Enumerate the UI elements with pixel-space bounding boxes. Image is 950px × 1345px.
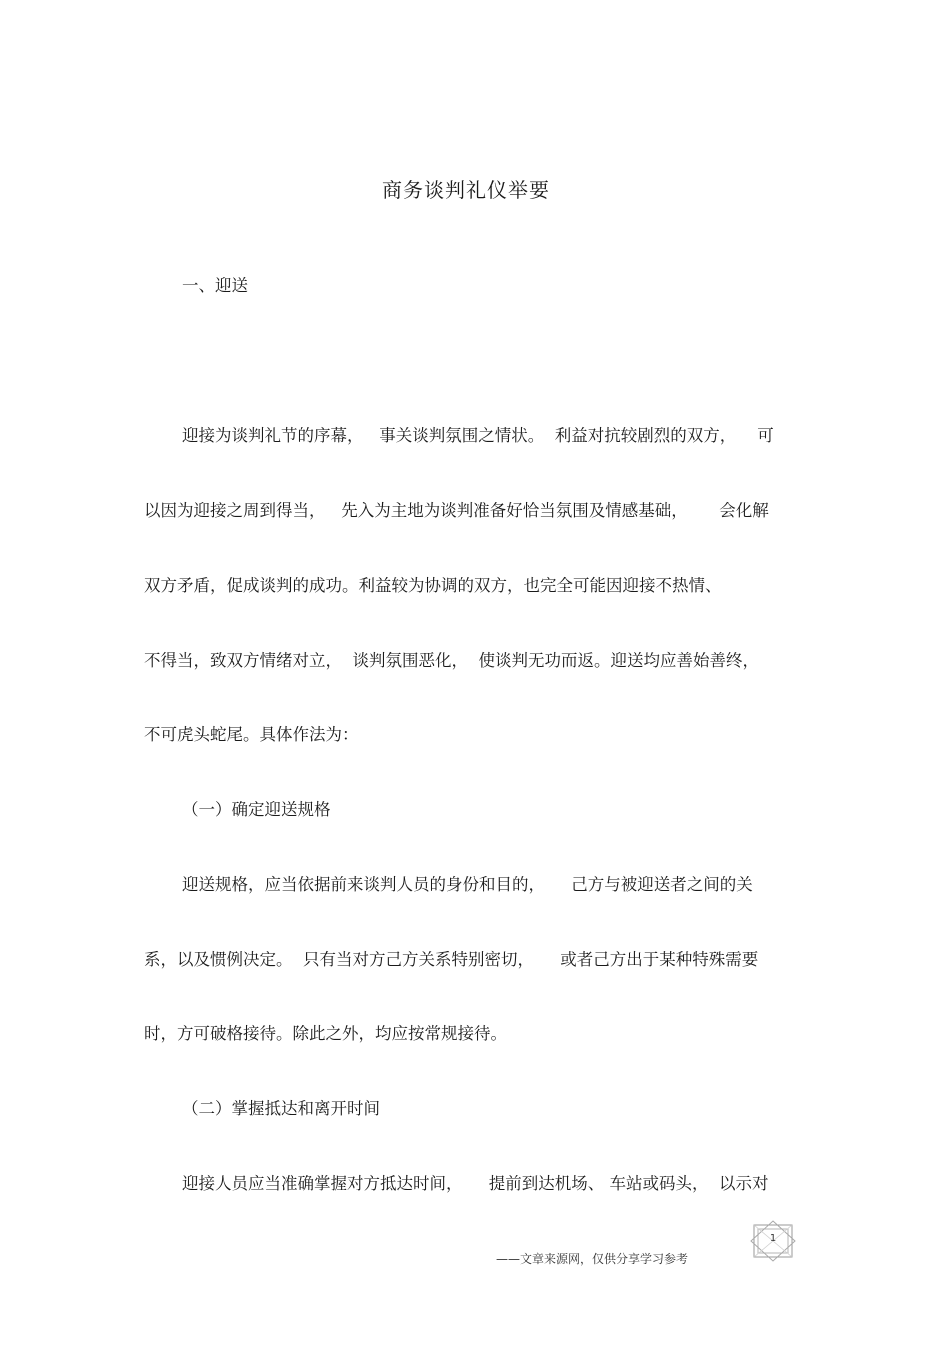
paragraph-line: 系，以及惯例决定。 只有当对方己方关系特别密切， 或者己方出于某种特殊需要	[144, 950, 759, 969]
paragraph-line: 迎接为谈判礼节的序幕， 事关谈判氛围之情状。 利益对抗较剧烈的双方， 可	[182, 426, 774, 445]
paragraph-line: 迎接人员应当准确掌握对方抵达时间， 提前到达机场、 车站或码头， 以示对	[182, 1174, 769, 1193]
paragraph-line: 不得当，致双方情绪对立， 谈判氛围恶化， 使谈判无功而返。迎送均应善始善终，	[144, 651, 759, 670]
paragraph-line: 迎送规格，应当依据前来谈判人员的身份和目的， 己方与被迎送者之间的关	[182, 875, 753, 894]
page-number-badge	[748, 1220, 798, 1262]
section-heading-welcome: 一、迎送	[182, 276, 248, 295]
paragraph-line: 以因为迎接之周到得当， 先入为主地为谈判准备好恰当氛围及情感基础， 会化解	[144, 501, 769, 520]
document-title: 商务谈判礼仪举要	[382, 178, 550, 202]
subsection-heading-standard: （一）确定迎送规格	[182, 800, 331, 819]
paragraph-line: 时，方可破格接待。除此之外，均应按常规接待。	[144, 1024, 507, 1043]
footer-source-note: ——文章来源网，仅供分享学习参考	[496, 1252, 689, 1266]
paragraph-line: 双方矛盾，促成谈判的成功。利益较为协调的双方，也完全可能因迎接不热情、	[144, 576, 722, 595]
paragraph-line: 不可虎头蛇尾。具体作法为：	[144, 725, 359, 744]
page-number: 1	[769, 1233, 777, 1244]
subsection-heading-timing: （二）掌握抵达和离开时间	[182, 1099, 380, 1118]
